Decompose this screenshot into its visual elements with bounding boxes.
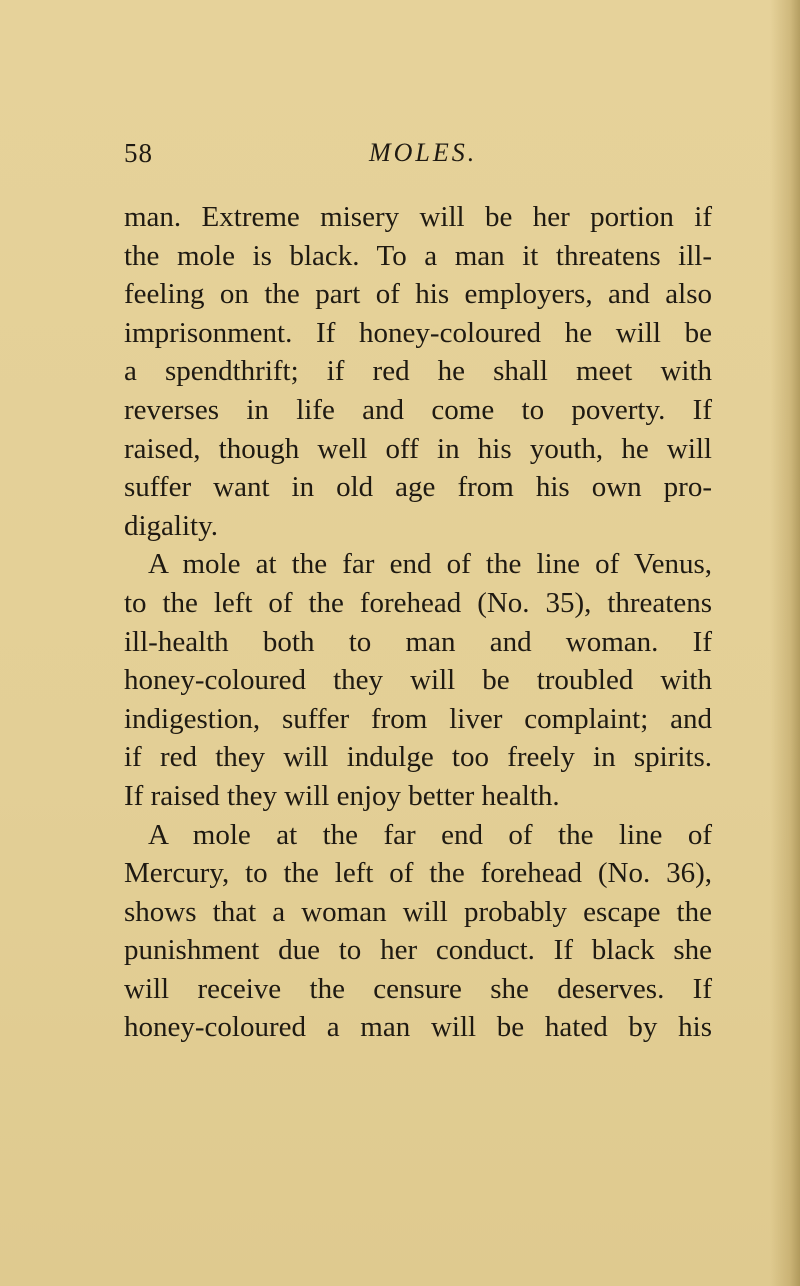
- text-line: Mercury, to the left of the forehead (No. 36),: [124, 857, 712, 890]
- text-line: raised, though well off in his youth, he will: [124, 432, 712, 465]
- text-line: man. Extreme misery will be her portion if: [124, 201, 712, 233]
- paragraph-start-line: A mole at the far end of the line of: [148, 818, 712, 851]
- text-line: if red they will indulge too freely in spirits.: [124, 741, 712, 774]
- text-line: digality.: [124, 509, 218, 542]
- text-line: honey-coloured they will be troubled with: [124, 664, 712, 697]
- text-line: honey-coloured a man will be hated by his: [124, 1011, 712, 1044]
- text-line: shows that a woman will probably escape the: [124, 895, 712, 928]
- text-line: reverses in life and come to poverty. If: [124, 393, 712, 426]
- body-text: [124, 198, 712, 1047]
- text-line: indigestion, suffer from liver complaint; and: [124, 702, 712, 735]
- text-line: imprisonment. If honey-coloured he will be: [124, 316, 712, 349]
- text-line: will receive the censure she deserves. If: [124, 972, 712, 1005]
- page-number: 58: [124, 138, 153, 168]
- text-line: If raised they will enjoy better health.: [124, 779, 560, 812]
- page-header: [124, 138, 704, 178]
- paragraph-start-line: A mole at the far end of the line of Venus,: [148, 548, 712, 581]
- text-line: ill-health both to man and woman. If: [124, 625, 712, 658]
- text-line: to the left of the forehead (No. 35), threatens: [124, 586, 712, 619]
- text-line: punishment due to her conduct. If black she: [124, 934, 712, 967]
- text-line: feeling on the part of his employers, and also: [124, 278, 712, 311]
- running-head: MOLES.: [369, 138, 478, 167]
- text-line: the mole is black. To a man it threatens ill-: [124, 239, 712, 272]
- text-line: a spendthrift; if red he shall meet with: [124, 355, 712, 388]
- text-line: suffer want in old age from his own pro-: [124, 471, 712, 504]
